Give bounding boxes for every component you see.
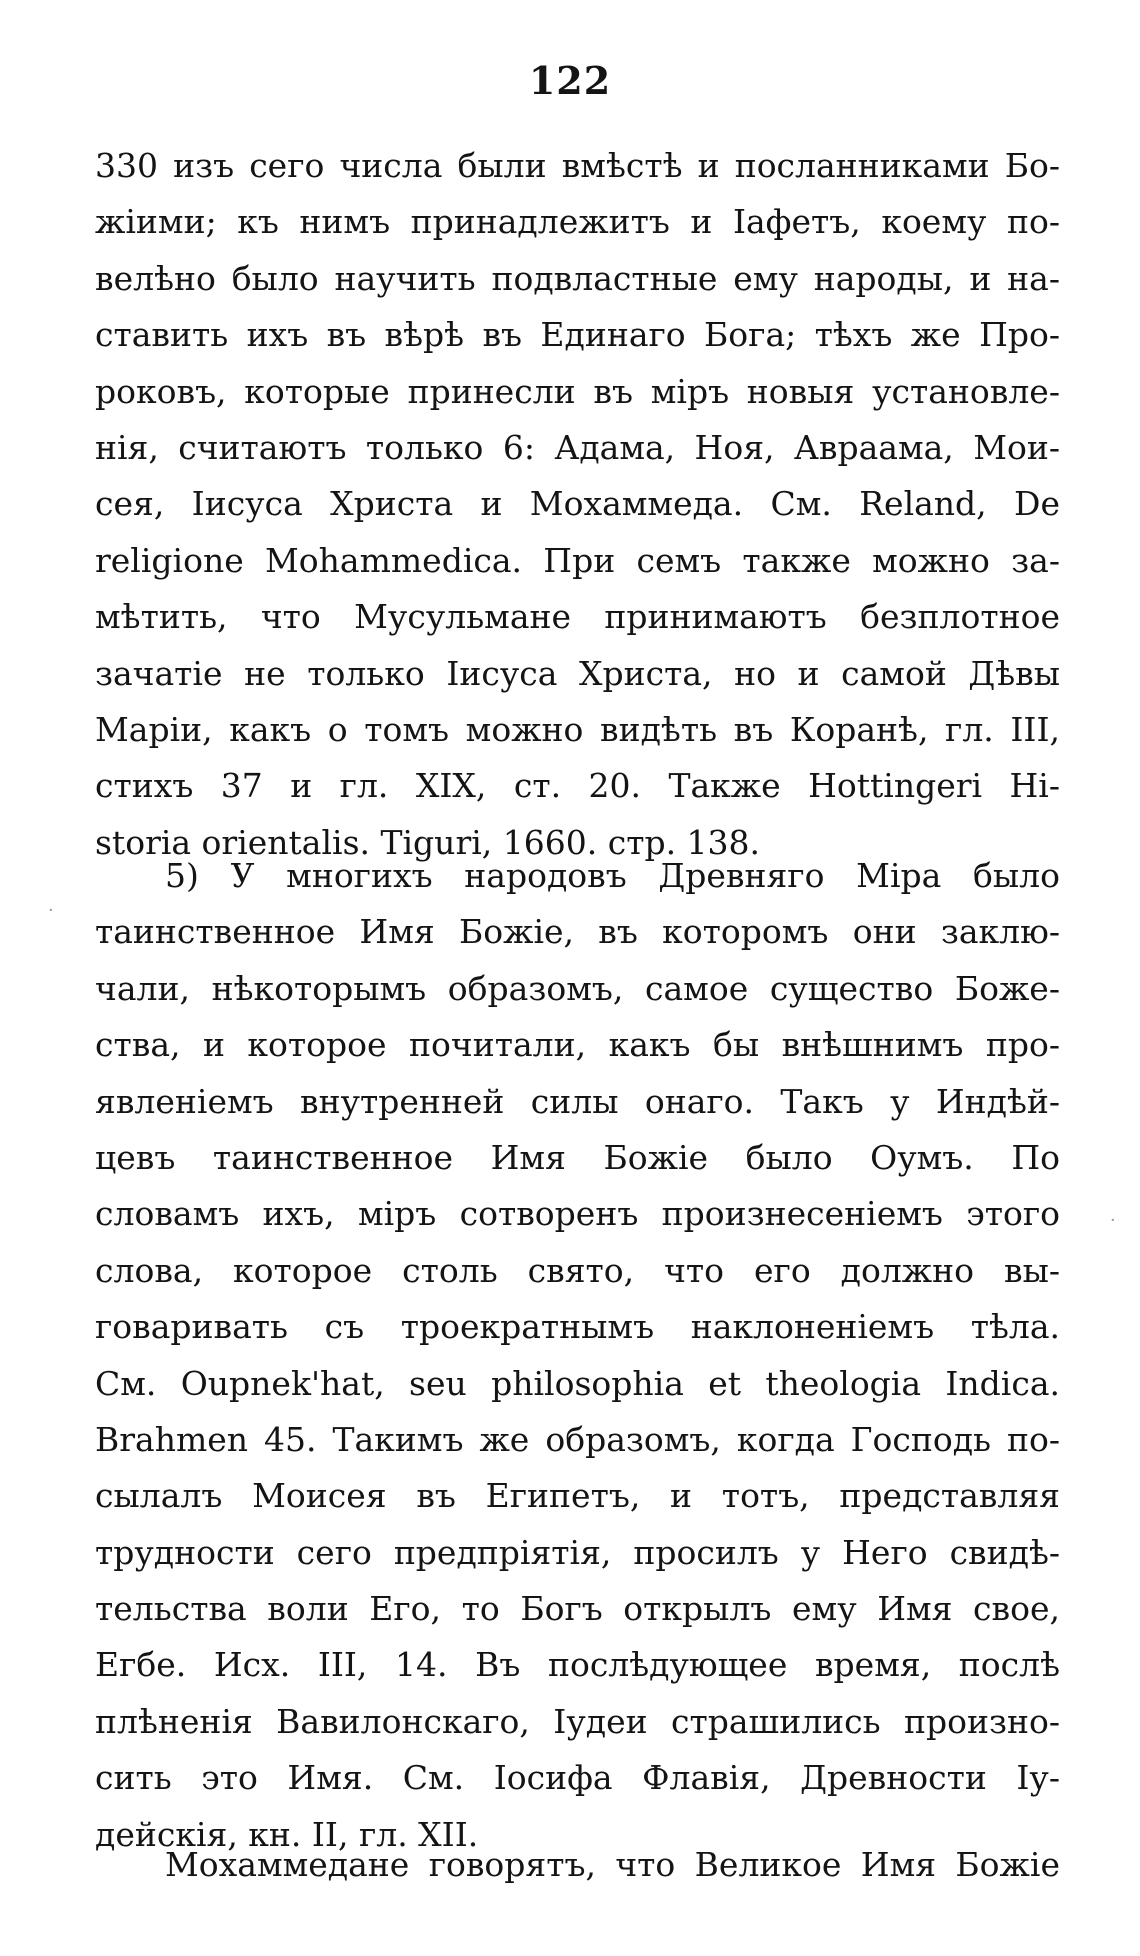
text-line: словамъ ихъ, міръ сотворенъ произнесеніемъ этого [95,1194,1060,1234]
text-line: 330 изъ сего числа были вмѣстѣ и посланниками Бо- [95,146,1060,185]
text-line: чали, нѣкоторымъ образомъ, самое существо Боже- [95,968,1060,1008]
text-line: цевъ таинственное Имя Божіе было Оумъ. По [95,1137,1060,1177]
text-line: нія, считаютъ только 6: Адама, Ноя, Авраама, Мои- [95,427,1060,467]
scan-speck: · [48,900,54,921]
paragraph-footnote-continuation [95,138,1060,871]
text-line: сылалъ Моисея въ Египетъ, и тотъ, представляя [95,1476,1060,1516]
text-line: трудности сего предпріятія, просилъ у Него свидѣ- [95,1532,1060,1572]
text-line: ставить ихъ въ вѣрѣ въ Единаго Бога; тѣхъ же Про- [95,315,1060,355]
text-line: тельства воли Его, то Богъ открылъ ему Имя свое, [95,1589,1060,1629]
text-line: слова, которое столь свято, что его должно вы- [95,1250,1060,1290]
text-line: плѣненія Вавилонскаго, Іудеи страшились произно- [95,1701,1060,1741]
text-line: Маріи, какъ о томъ можно видѣть въ Коранѣ, гл. III, [95,709,1060,749]
paragraph-footnote-5 [95,848,1060,1863]
text-line: велѣно было научить подвластные ему народы, и на- [95,258,1060,298]
text-line: говаривать съ троекратнымъ наклоненіемъ тѣла. [95,1307,1060,1347]
text-line: сея, Іисуса Христа и Мохаммеда. См. Reland, De [95,484,1060,524]
text-line: дейскія, кн. II, гл. XII. [95,1814,479,1854]
text-line: storia orientalis. Tiguri, 1660. стр. 138. [95,822,761,862]
text-line: стихъ 37 и гл. XIX, ст. 20. Также Hottingeri Hi- [95,766,1060,806]
paragraph-continuation [95,1837,1060,1893]
text-line: сить это Имя. См. Іосифа Флавія, Древности Іу- [95,1758,1060,1798]
text-line: religione Mohammedica. При семъ также можно за- [95,540,1060,580]
text-line: мѣтить, что Мусульмане принимаютъ безплотное [95,597,1060,637]
text-line: Brahmen 45. Такимъ же образомъ, когда Господь по- [95,1419,1060,1459]
text-line: явленіемъ внутренней силы онаго. Такъ у Индѣй- [95,1081,1060,1121]
text-line: зачатіе не только Іисуса Христа, но и самой Дѣвы [95,653,1060,693]
text-line: таинственное Имя Божіе, въ которомъ они заклю- [95,912,1060,952]
text-line: жіими; къ нимъ принадлежитъ и Іафетъ, коему по- [95,202,1060,242]
page-number: 122 [528,58,612,103]
text-line: 5) У многихъ народовъ Древняго Міра было [165,856,1060,895]
text-line: ства, и которое почитали, какъ бы внѣшнимъ про- [95,1025,1060,1065]
text-line: Егбе. Исх. III, 14. Въ послѣдующее время, послѣ [95,1645,1060,1685]
scan-speck: · [1110,1210,1116,1231]
text-line: роковъ, которые принесли въ міръ новыя установле- [95,371,1060,411]
text-line: См. Oupnek'hat, seu philosophia et theologia Indica. [95,1363,1060,1403]
text-line: Мохаммедане говорятъ, что Великое Имя Божіе [165,1845,1060,1884]
